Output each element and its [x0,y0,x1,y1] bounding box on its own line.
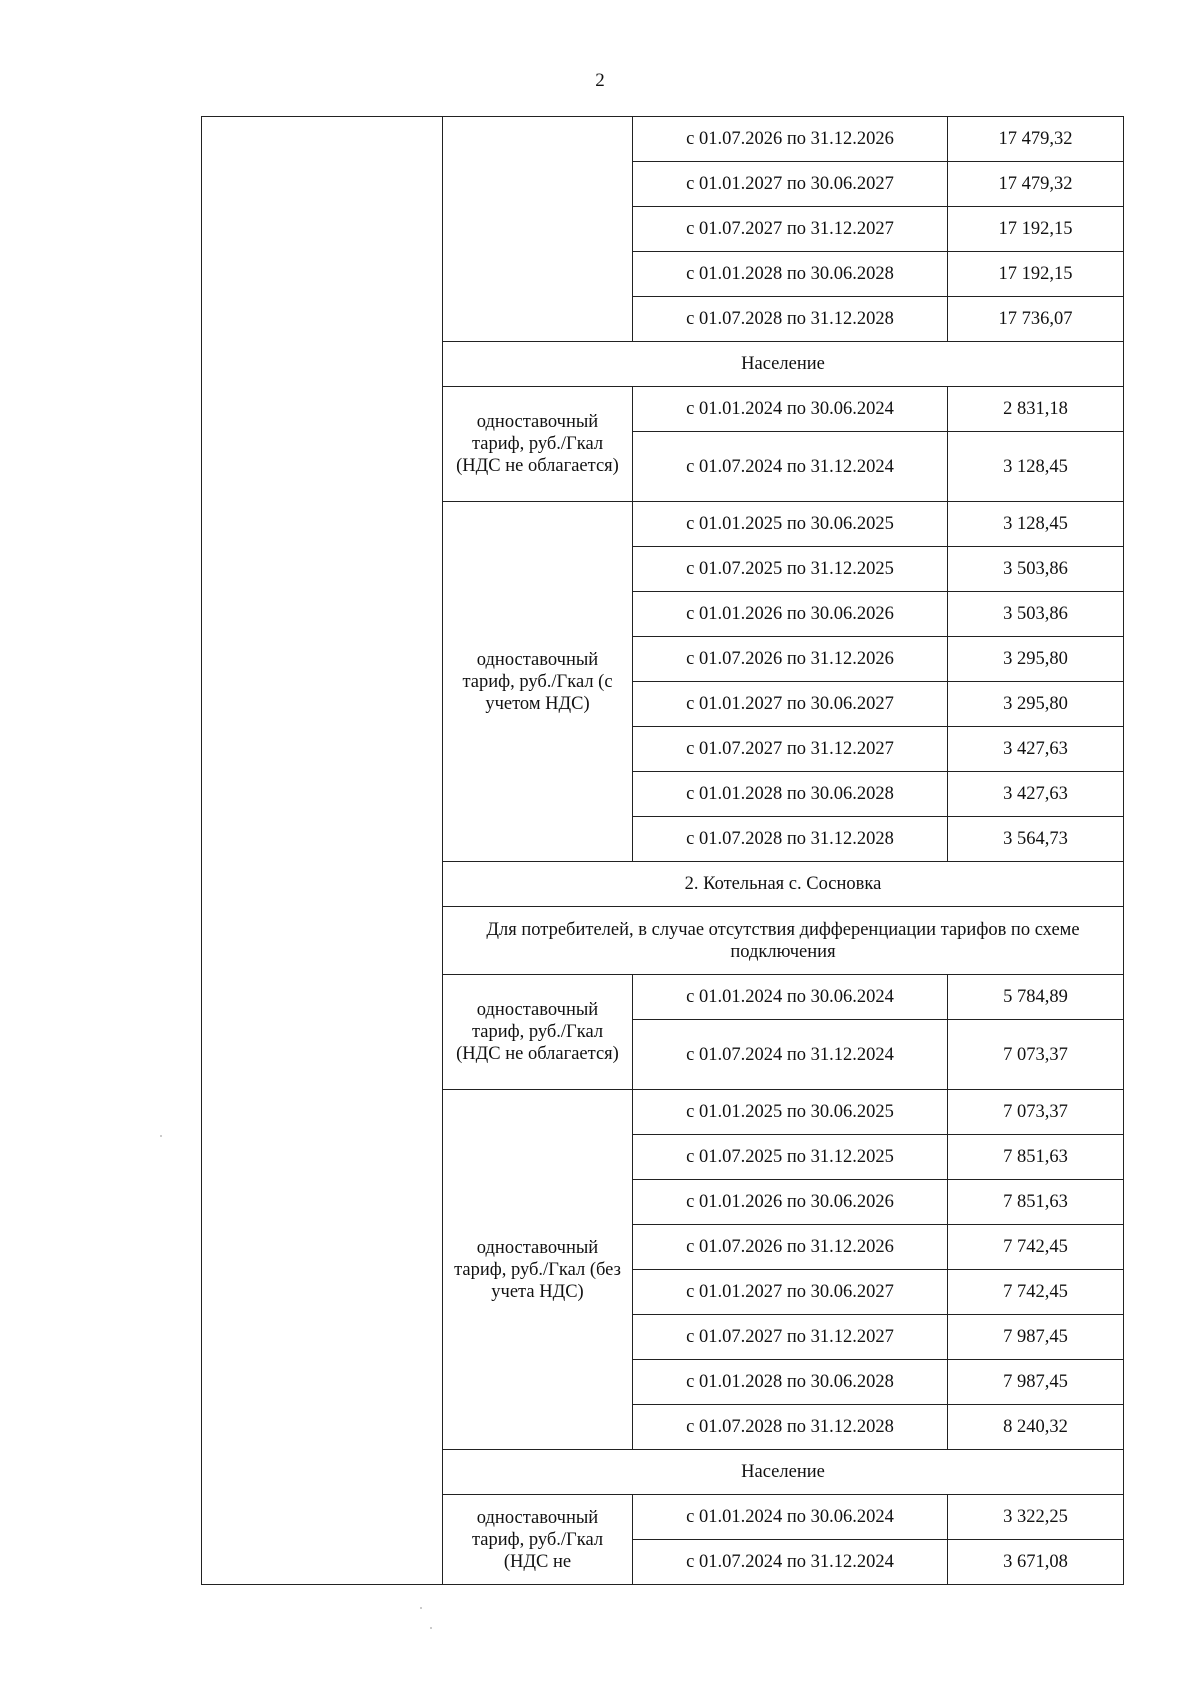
section-heading-population: Население [443,342,1124,387]
value-cell: 17 479,32 [948,117,1124,162]
value-cell: 2 831,18 [948,387,1124,432]
tariff-type-cell: одноставочный тариф, руб./Гкал (НДС не облагается) [443,975,633,1090]
value-cell: 7 073,37 [948,1090,1124,1135]
tariff-table [201,116,1124,1585]
period-cell: с 01.01.2028 по 30.06.2028 [633,772,948,817]
period-cell: с 01.01.2024 по 30.06.2024 [633,975,948,1020]
period-cell: с 01.07.2027 по 31.12.2027 [633,727,948,772]
value-cell: 3 295,80 [948,682,1124,727]
section-heading-boiler: 2. Котельная с. Сосновка [443,862,1124,907]
value-cell: 3 322,25 [948,1495,1124,1540]
period-cell: с 01.01.2025 по 30.06.2025 [633,1090,948,1135]
period-cell: с 01.07.2027 по 31.12.2027 [633,1315,948,1360]
value-cell: 3 128,45 [948,432,1124,502]
period-cell: с 01.01.2027 по 30.06.2027 [633,162,948,207]
tariff-type-cell: одноставочный тариф, руб./Гкал (с учетом НДС) [443,502,633,862]
value-cell: 5 784,89 [948,975,1124,1020]
period-cell: с 01.01.2025 по 30.06.2025 [633,502,948,547]
period-cell: с 01.07.2028 по 31.12.2028 [633,297,948,342]
value-cell: 3 128,45 [948,502,1124,547]
tariff-type-cell: одноставочный тариф, руб./Гкал (НДС не облагается) [443,387,633,502]
period-cell: с 01.07.2028 по 31.12.2028 [633,1405,948,1450]
scan-speck [160,1135,162,1137]
period-cell: с 01.01.2027 по 30.06.2027 [633,1270,948,1315]
period-cell: с 01.07.2026 по 31.12.2026 [633,117,948,162]
period-cell: с 01.01.2024 по 30.06.2024 [633,1495,948,1540]
period-cell: с 01.01.2026 по 30.06.2026 [633,1180,948,1225]
tariff-type-cell [443,117,633,342]
tariff-type-cell: одноставочный тариф, руб./Гкал (без учета НДС) [443,1090,633,1450]
value-cell: 7 851,63 [948,1180,1124,1225]
scan-speck [430,1627,432,1629]
period-cell: с 01.01.2027 по 30.06.2027 [633,682,948,727]
value-cell: 7 987,45 [948,1315,1124,1360]
tariff-type-cell: одноставочный тариф, руб./Гкал (НДС не [443,1495,633,1585]
period-cell: с 01.07.2024 по 31.12.2024 [633,1540,948,1585]
organization-cell [202,117,443,1585]
period-cell: с 01.07.2026 по 31.12.2026 [633,637,948,682]
value-cell: 7 742,45 [948,1270,1124,1315]
period-cell: с 01.07.2024 по 31.12.2024 [633,432,948,502]
value-cell: 7 073,37 [948,1020,1124,1090]
value-cell: 3 671,08 [948,1540,1124,1585]
page-number: 2 [595,70,605,91]
section-heading-consumers: Для потребителей, в случае отсутствия дифференциации тарифов по схеме подключения [443,907,1124,975]
value-cell: 3 564,73 [948,817,1124,862]
period-cell: с 01.07.2025 по 31.12.2025 [633,547,948,592]
period-cell: с 01.01.2028 по 30.06.2028 [633,1360,948,1405]
period-cell: с 01.07.2024 по 31.12.2024 [633,1020,948,1090]
value-cell: 3 427,63 [948,727,1124,772]
value-cell: 7 987,45 [948,1360,1124,1405]
value-cell: 17 736,07 [948,297,1124,342]
period-cell: с 01.01.2028 по 30.06.2028 [633,252,948,297]
scan-speck [420,1607,422,1609]
period-cell: с 01.07.2025 по 31.12.2025 [633,1135,948,1180]
period-cell: с 01.07.2027 по 31.12.2027 [633,207,948,252]
value-cell: 7 742,45 [948,1225,1124,1270]
value-cell: 3 295,80 [948,637,1124,682]
value-cell: 3 503,86 [948,547,1124,592]
value-cell: 7 851,63 [948,1135,1124,1180]
value-cell: 3 503,86 [948,592,1124,637]
period-cell: с 01.07.2028 по 31.12.2028 [633,817,948,862]
section-heading-population: Население [443,1450,1124,1495]
period-cell: с 01.01.2026 по 30.06.2026 [633,592,948,637]
period-cell: с 01.01.2024 по 30.06.2024 [633,387,948,432]
value-cell: 17 479,32 [948,162,1124,207]
period-cell: с 01.07.2026 по 31.12.2026 [633,1225,948,1270]
value-cell: 8 240,32 [948,1405,1124,1450]
table-row [202,117,1124,162]
value-cell: 17 192,15 [948,252,1124,297]
value-cell: 3 427,63 [948,772,1124,817]
value-cell: 17 192,15 [948,207,1124,252]
